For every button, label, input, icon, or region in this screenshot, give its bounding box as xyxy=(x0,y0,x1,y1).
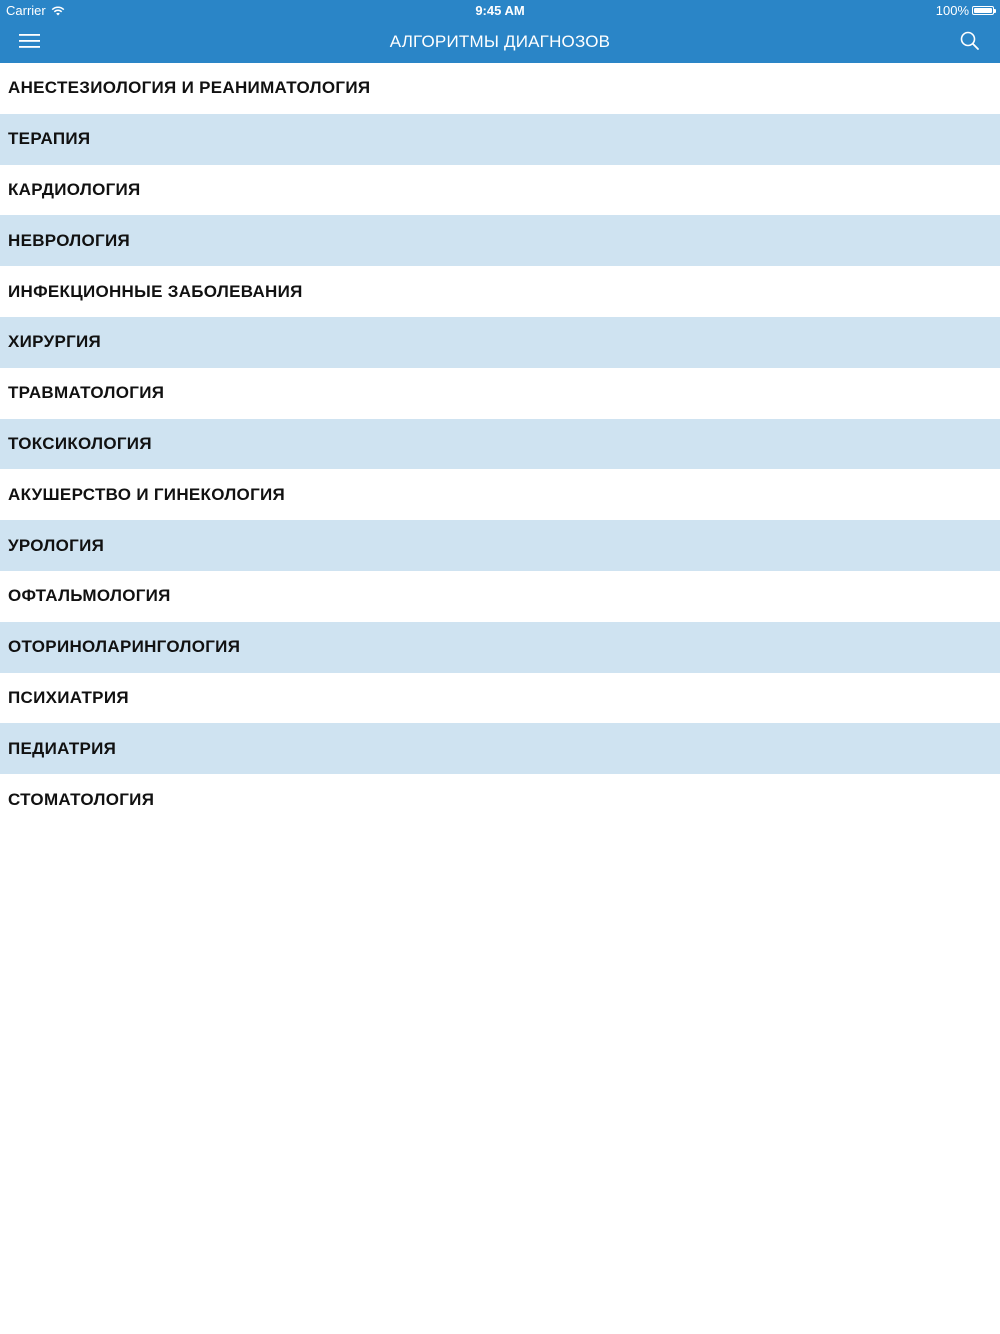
list-item[interactable]: ТОКСИКОЛОГИЯ xyxy=(0,419,1000,470)
list-item[interactable]: ТРАВМАТОЛОГИЯ xyxy=(8,383,165,403)
list-item[interactable]: СТОМАТОЛОГИЯ xyxy=(8,789,155,809)
battery-fill xyxy=(974,8,992,13)
list-item[interactable]: ИНФЕКЦИОННЫЕ ЗАБОЛЕВАНИЯ xyxy=(8,281,303,301)
list-item[interactable]: АНЕСТЕЗИОЛОГИЯ И РЕАНИМАТОЛОГИЯ xyxy=(8,78,371,98)
category-list xyxy=(0,63,1000,825)
list-item[interactable]: НЕВРОЛОГИЯ xyxy=(0,215,1000,266)
search-icon[interactable] xyxy=(958,29,982,53)
list-item[interactable]: УРОЛОГИЯ xyxy=(0,520,1000,571)
list-item[interactable]: КАРДИОЛОГИЯ xyxy=(8,179,141,199)
list-item[interactable]: ПСИХИАТРИЯ xyxy=(8,687,129,707)
list-item[interactable]: ТЕРАПИЯ xyxy=(0,114,1000,165)
list-item[interactable]: ОФТАЛЬМОЛОГИЯ xyxy=(8,586,171,606)
battery-icon xyxy=(972,6,994,15)
navigation-bar xyxy=(0,20,1000,63)
battery-percent: 100% xyxy=(935,3,969,18)
status-time: 9:45 AM xyxy=(475,3,525,18)
carrier-label: Carrier xyxy=(6,3,46,18)
page-title: АЛГОРИТМЫ ДИАГНОЗОВ xyxy=(389,32,611,51)
list-item[interactable]: ХИРУРГИЯ xyxy=(0,317,1000,368)
status-right xyxy=(936,3,994,18)
list-item[interactable]: ПЕДИАТРИЯ xyxy=(0,723,1000,774)
list-item[interactable]: АКУШЕРСТВО И ГИНЕКОЛОГИЯ xyxy=(8,484,286,504)
status-bar xyxy=(0,0,1000,20)
list-item[interactable]: ОТОРИНОЛАРИНГОЛОГИЯ xyxy=(0,622,1000,673)
